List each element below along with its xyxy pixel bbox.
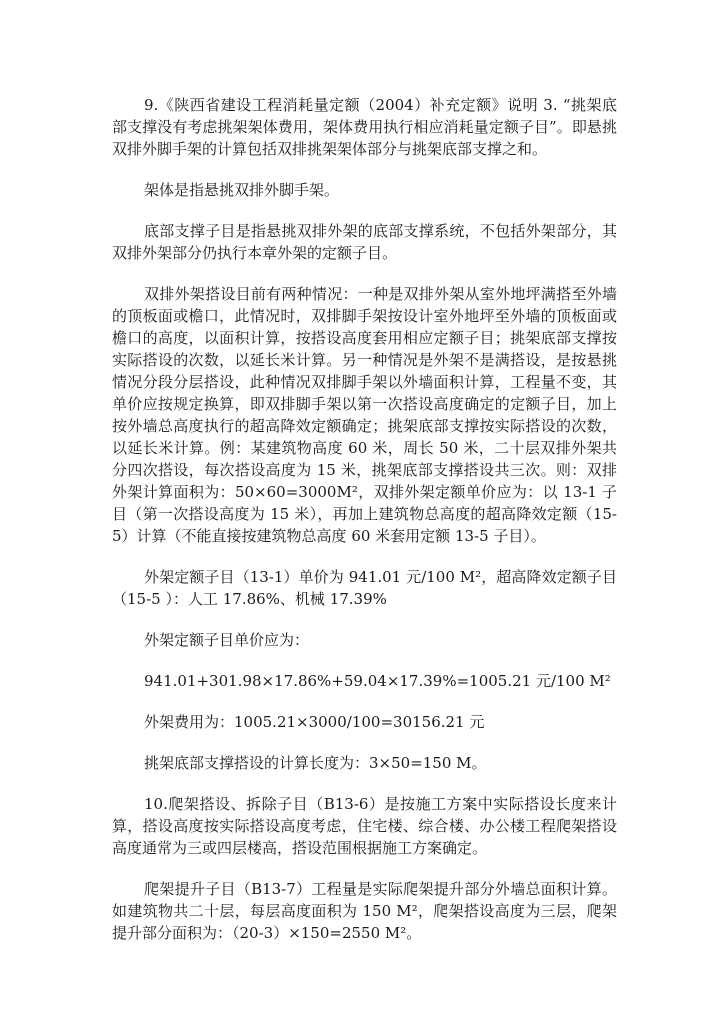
paragraph-bottom-support: 底部支撑子目是指悬挑双排外架的底部支撑系统，不包括外架部分，其双排外架部分仍执行本章外架的定额子目。 [112, 222, 617, 262]
paragraph-support-length: 挑架底部支撑搭设的计算长度为：3×50=150 M。 [144, 754, 487, 772]
paragraph-two-situations: 双排外架搭设目前有两种情况：一种是双排外架从室外地坪满搭至外墙的顶板面或檐口，此情况时，双排脚手架按设计室外地坪至外墙的顶板面或檐口的高度，以面积计算，按搭设高度套用相应定额子目；挑架底部支撑按实际搭设的次数，以延长米计算。另一种情况是外架不是满搭设，是按悬挑情况分段分层搭设，此种情况双排脚手架以外墙面积计算，工程量不变，其单价应按规定换算，即双排脚手架以第一次搭设高度确定的定额子目，加上按外墙总高度执行的超高降效定额确定；挑架底部支撑按实际搭设的次数，以延长米计算。例：某建筑物高度 60 米，周长 50 米，二十层双排外架共分四次搭设，每次搭设高度为 15 米，挑架底部支撑搭设共三次。则：双排外架计算面积为：50×60=3000M²，双排外架定额单价应为：以 13-1 子目（第一次搭设高度为 15 米），再加上建筑物总高度的超高降效定额（15-5）计算（不能直接按建筑物总高度 60 米套用定额 13-5 子目）。 [112, 285, 617, 545]
document-page [112, 94, 617, 963]
paragraph-price-formula: 941.01+301.98×17.86%+59.04×17.39%=1005.21 元/100 M² [144, 672, 611, 690]
paragraph-climbing-lift: 爬架提升子目（B13-7）工程量是实际爬架提升部分外墙总面积计算。如建筑物共二十层，每层高度面积为 150 M²，爬架搭设高度为三层，爬架提升部分面积为：（20-3）×150=2550 M²。 [112, 880, 617, 942]
paragraph-frame-definition: 架体是指悬挑双排外脚手架。 [144, 181, 340, 199]
paragraph-frame-cost: 外架费用为：1005.21×3000/100=30156.21 元 [144, 713, 485, 731]
paragraph-note-10: 10.爬架搭设、拆除子目（B13-6）是按施工方案中实际搭设长度来计算，搭设高度按实际搭设高度考虑，住宅楼、综合楼、办公楼工程爬架搭设高度通常为三或四层楼高，搭设范围根据施工方案确定。 [112, 795, 617, 857]
paragraph-unit-price: 外架定额子目（13-1）单价为 941.01 元/100 M²，超高降效定额子目（15-5 ）：人工 17.86%、机械 17.39% [112, 568, 617, 608]
paragraph-note-9: 9.《陕西省建设工程消耗量定额（2004）补充定额》说明 3. “挑架底部支撑没有考虑挑架架体费用，架体费用执行相应消耗量定额子目”。即悬挑双排外脚手架的计算包括双排挑架架体部分与挑架底部支撑之和。 [112, 96, 617, 158]
paragraph-price-should-be: 外架定额子目单价应为： [144, 631, 310, 649]
